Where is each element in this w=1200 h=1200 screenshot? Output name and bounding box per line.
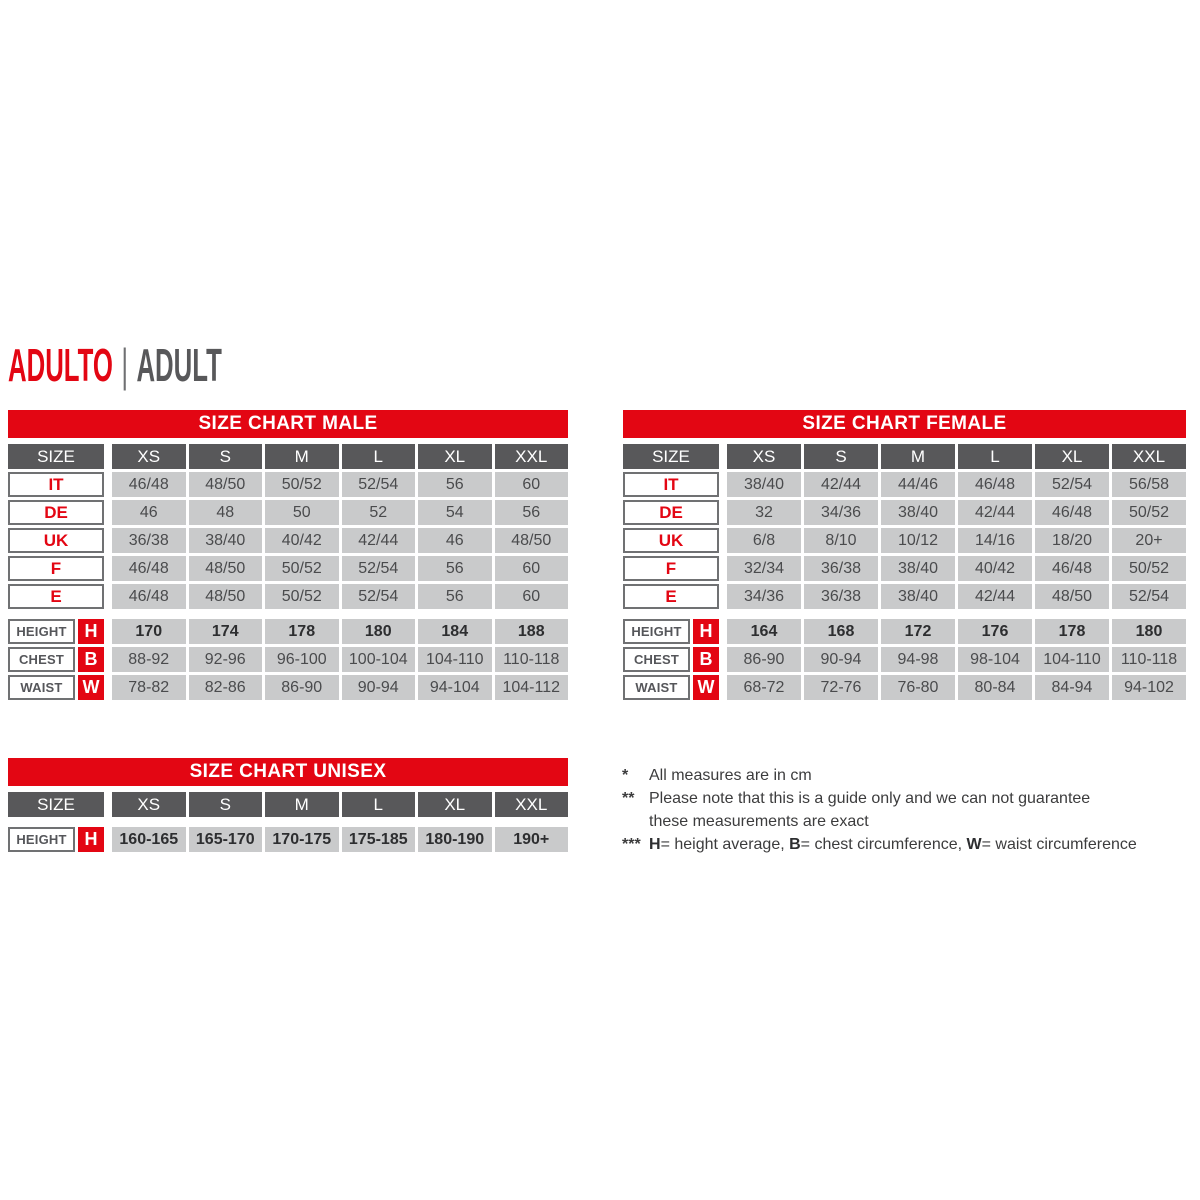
size-chart-unisex-table xyxy=(8,758,568,852)
measure-value: 165-170 xyxy=(189,827,263,852)
column-header-xs: XS xyxy=(727,444,801,469)
size-value: 50/52 xyxy=(265,584,339,609)
size-row-f xyxy=(623,556,1186,581)
measure-value: 170 xyxy=(112,619,186,644)
table-title: SIZE CHART UNISEX xyxy=(8,758,568,786)
footnote-text xyxy=(649,833,1200,856)
legend-h: H xyxy=(649,836,661,853)
measure-label: CHEST xyxy=(8,647,75,672)
header-row xyxy=(8,444,568,469)
size-value: 50/52 xyxy=(265,556,339,581)
measure-value: 178 xyxy=(265,619,339,644)
size-value: 60 xyxy=(495,472,569,497)
measure-value: 86-90 xyxy=(265,675,339,700)
measure-value: 104-110 xyxy=(418,647,492,672)
column-header-xl: XL xyxy=(1035,444,1109,469)
measure-value: 180 xyxy=(342,619,416,644)
measure-row-waist xyxy=(623,675,1186,700)
measure-value: 86-90 xyxy=(727,647,801,672)
measure-value: 100-104 xyxy=(342,647,416,672)
measure-value: 80-84 xyxy=(958,675,1032,700)
size-value: 48/50 xyxy=(189,472,263,497)
measure-row-height xyxy=(623,619,1186,644)
legend-b: B xyxy=(789,836,801,853)
legend-w: W xyxy=(966,836,982,853)
size-value: 46/48 xyxy=(958,472,1032,497)
measure-label: WAIST xyxy=(623,675,690,700)
size-row-de xyxy=(623,500,1186,525)
size-value: 38/40 xyxy=(881,584,955,609)
size-value: 54 xyxy=(418,500,492,525)
measure-value: 98-104 xyxy=(958,647,1032,672)
size-value: 60 xyxy=(495,584,569,609)
size-value: 38/40 xyxy=(881,500,955,525)
size-column-header: SIZE xyxy=(8,792,104,817)
measure-value: 110-118 xyxy=(1112,647,1186,672)
size-value: 46/48 xyxy=(112,584,186,609)
size-value: 46/48 xyxy=(112,472,186,497)
title-separator: | xyxy=(121,339,129,391)
measure-value: 82-86 xyxy=(189,675,263,700)
column-header-xxl: XXL xyxy=(495,792,569,817)
footnote-guide-only xyxy=(622,787,1200,833)
size-value: 52/54 xyxy=(1035,472,1109,497)
measure-value: 76-80 xyxy=(881,675,955,700)
header-row xyxy=(623,444,1186,469)
measure-label-wrap xyxy=(623,647,719,672)
column-header-s: S xyxy=(804,444,878,469)
column-header-xl: XL xyxy=(418,444,492,469)
measure-letter-badge: H xyxy=(693,619,719,644)
footnote-legend xyxy=(622,833,1200,856)
measure-value: 90-94 xyxy=(342,675,416,700)
column-header-m: M xyxy=(881,444,955,469)
size-system-label: UK xyxy=(623,528,719,553)
size-value: 10/12 xyxy=(881,528,955,553)
legend-w-text: = waist circumference xyxy=(981,836,1137,853)
size-value: 46/48 xyxy=(1035,500,1109,525)
footnote-symbol: *** xyxy=(622,836,641,853)
table-title: SIZE CHART FEMALE xyxy=(623,410,1186,438)
legend-b-text: = chest circumference, xyxy=(800,836,967,853)
measure-value: 188 xyxy=(495,619,569,644)
measure-label: WAIST xyxy=(8,675,75,700)
column-header-m: M xyxy=(265,792,339,817)
measure-value: 84-94 xyxy=(1035,675,1109,700)
measure-label: HEIGHT xyxy=(623,619,690,644)
measure-label-wrap xyxy=(8,647,104,672)
column-header-m: M xyxy=(265,444,339,469)
measure-value: 90-94 xyxy=(804,647,878,672)
measure-label-wrap xyxy=(623,675,719,700)
size-value: 40/42 xyxy=(265,528,339,553)
size-value: 56 xyxy=(495,500,569,525)
size-value: 48/50 xyxy=(495,528,569,553)
size-value: 40/42 xyxy=(958,556,1032,581)
measure-value: 68-72 xyxy=(727,675,801,700)
measure-label-wrap xyxy=(623,619,719,644)
size-value: 52/54 xyxy=(342,472,416,497)
measure-value: 172 xyxy=(881,619,955,644)
size-value: 32 xyxy=(727,500,801,525)
size-system-label: F xyxy=(623,556,719,581)
size-value: 52/54 xyxy=(1112,584,1186,609)
size-value: 60 xyxy=(495,556,569,581)
size-value: 42/44 xyxy=(804,472,878,497)
size-value: 52/54 xyxy=(342,556,416,581)
size-value: 52 xyxy=(342,500,416,525)
measure-value: 92-96 xyxy=(189,647,263,672)
measure-row-height xyxy=(8,827,568,852)
measure-value: 104-112 xyxy=(495,675,569,700)
measure-value: 88-92 xyxy=(112,647,186,672)
size-value: 42/44 xyxy=(958,500,1032,525)
size-value: 56 xyxy=(418,584,492,609)
measure-value: 164 xyxy=(727,619,801,644)
measure-value: 72-76 xyxy=(804,675,878,700)
size-value: 50 xyxy=(265,500,339,525)
size-value: 48/50 xyxy=(189,584,263,609)
size-value: 34/36 xyxy=(804,500,878,525)
size-value: 50/52 xyxy=(1112,500,1186,525)
column-header-xl: XL xyxy=(418,792,492,817)
size-value: 42/44 xyxy=(342,528,416,553)
legend-h-text: = height average, xyxy=(660,836,790,853)
footnote-measures-in-cm xyxy=(622,764,1200,787)
size-value: 46 xyxy=(112,500,186,525)
measure-value: 78-82 xyxy=(112,675,186,700)
measure-value: 180-190 xyxy=(418,827,492,852)
size-value: 52/54 xyxy=(342,584,416,609)
size-value: 42/44 xyxy=(958,584,1032,609)
size-value: 56 xyxy=(418,472,492,497)
column-header-s: S xyxy=(189,444,263,469)
size-system-label: F xyxy=(8,556,104,581)
footnote-text: All measures are in cm xyxy=(649,767,812,784)
page-title xyxy=(8,339,222,391)
measure-label: HEIGHT xyxy=(8,619,75,644)
size-column-header: SIZE xyxy=(8,444,104,469)
size-value: 18/20 xyxy=(1035,528,1109,553)
size-system-label: IT xyxy=(623,472,719,497)
size-system-label: DE xyxy=(623,500,719,525)
footnote-symbol: * xyxy=(622,767,629,784)
footnote-text: these measurements are exact xyxy=(649,813,869,830)
measure-row-chest xyxy=(623,647,1186,672)
size-system-label: IT xyxy=(8,472,104,497)
size-value: 50/52 xyxy=(1112,556,1186,581)
measure-row-waist xyxy=(8,675,568,700)
measure-value: 184 xyxy=(418,619,492,644)
size-value: 56/58 xyxy=(1112,472,1186,497)
size-value: 48/50 xyxy=(189,556,263,581)
footnote-symbol: ** xyxy=(622,790,635,807)
header-row xyxy=(8,792,568,817)
footnote-text: Please note that this is a guide only and we can not guarantee xyxy=(649,790,1091,807)
size-system-label: E xyxy=(8,584,104,609)
size-value: 48/50 xyxy=(1035,584,1109,609)
size-value: 20+ xyxy=(1112,528,1186,553)
measure-value: 170-175 xyxy=(265,827,339,852)
size-value: 50/52 xyxy=(265,472,339,497)
measure-value: 94-104 xyxy=(418,675,492,700)
measure-value: 178 xyxy=(1035,619,1109,644)
measure-value: 160-165 xyxy=(112,827,186,852)
column-header-xs: XS xyxy=(112,444,186,469)
size-value: 38/40 xyxy=(727,472,801,497)
size-value: 46 xyxy=(418,528,492,553)
size-value: 36/38 xyxy=(112,528,186,553)
measure-letter-badge: H xyxy=(78,827,104,852)
measure-value: 176 xyxy=(958,619,1032,644)
measure-value: 94-98 xyxy=(881,647,955,672)
measure-value: 175-185 xyxy=(342,827,416,852)
measure-letter-badge: H xyxy=(78,619,104,644)
size-value: 8/10 xyxy=(804,528,878,553)
size-row-de xyxy=(8,500,568,525)
size-system-label: UK xyxy=(8,528,104,553)
size-value: 46/48 xyxy=(1035,556,1109,581)
size-value: 44/46 xyxy=(881,472,955,497)
size-row-it xyxy=(623,472,1186,497)
footnotes xyxy=(622,764,1200,856)
measure-letter-badge: W xyxy=(78,675,104,700)
measure-value: 104-110 xyxy=(1035,647,1109,672)
measure-value: 168 xyxy=(804,619,878,644)
size-system-label: E xyxy=(623,584,719,609)
size-value: 14/16 xyxy=(958,528,1032,553)
measure-value: 110-118 xyxy=(495,647,569,672)
size-row-e xyxy=(8,584,568,609)
size-value: 56 xyxy=(418,556,492,581)
measure-letter-badge: W xyxy=(693,675,719,700)
measure-letter-badge: B xyxy=(693,647,719,672)
measure-value: 190+ xyxy=(495,827,569,852)
measure-value: 174 xyxy=(189,619,263,644)
size-value: 36/38 xyxy=(804,556,878,581)
measure-label-wrap xyxy=(8,675,104,700)
measure-label-wrap xyxy=(8,827,104,852)
measure-label: HEIGHT xyxy=(8,827,75,852)
measure-letter-badge: B xyxy=(78,647,104,672)
measure-row-chest xyxy=(8,647,568,672)
size-value: 48 xyxy=(189,500,263,525)
size-value: 34/36 xyxy=(727,584,801,609)
title-primary: ADULTO xyxy=(8,339,113,391)
size-chart-female-table xyxy=(623,410,1186,700)
size-value: 46/48 xyxy=(112,556,186,581)
measure-value: 96-100 xyxy=(265,647,339,672)
size-row-it xyxy=(8,472,568,497)
size-row-uk xyxy=(623,528,1186,553)
column-header-l: L xyxy=(342,444,416,469)
size-row-e xyxy=(623,584,1186,609)
size-chart-male-table xyxy=(8,410,568,700)
size-value: 38/40 xyxy=(189,528,263,553)
size-value: 32/34 xyxy=(727,556,801,581)
measure-value: 94-102 xyxy=(1112,675,1186,700)
title-secondary: ADULT xyxy=(136,339,222,391)
size-value: 36/38 xyxy=(804,584,878,609)
column-header-l: L xyxy=(958,444,1032,469)
measure-value: 180 xyxy=(1112,619,1186,644)
size-column-header: SIZE xyxy=(623,444,719,469)
size-system-label: DE xyxy=(8,500,104,525)
table-title: SIZE CHART MALE xyxy=(8,410,568,438)
size-value: 6/8 xyxy=(727,528,801,553)
column-header-xs: XS xyxy=(112,792,186,817)
size-value: 38/40 xyxy=(881,556,955,581)
column-header-l: L xyxy=(342,792,416,817)
column-header-xxl: XXL xyxy=(495,444,569,469)
size-row-f xyxy=(8,556,568,581)
measure-row-height xyxy=(8,619,568,644)
size-row-uk xyxy=(8,528,568,553)
column-header-xxl: XXL xyxy=(1112,444,1186,469)
column-header-s: S xyxy=(189,792,263,817)
measure-label-wrap xyxy=(8,619,104,644)
measure-label: CHEST xyxy=(623,647,690,672)
